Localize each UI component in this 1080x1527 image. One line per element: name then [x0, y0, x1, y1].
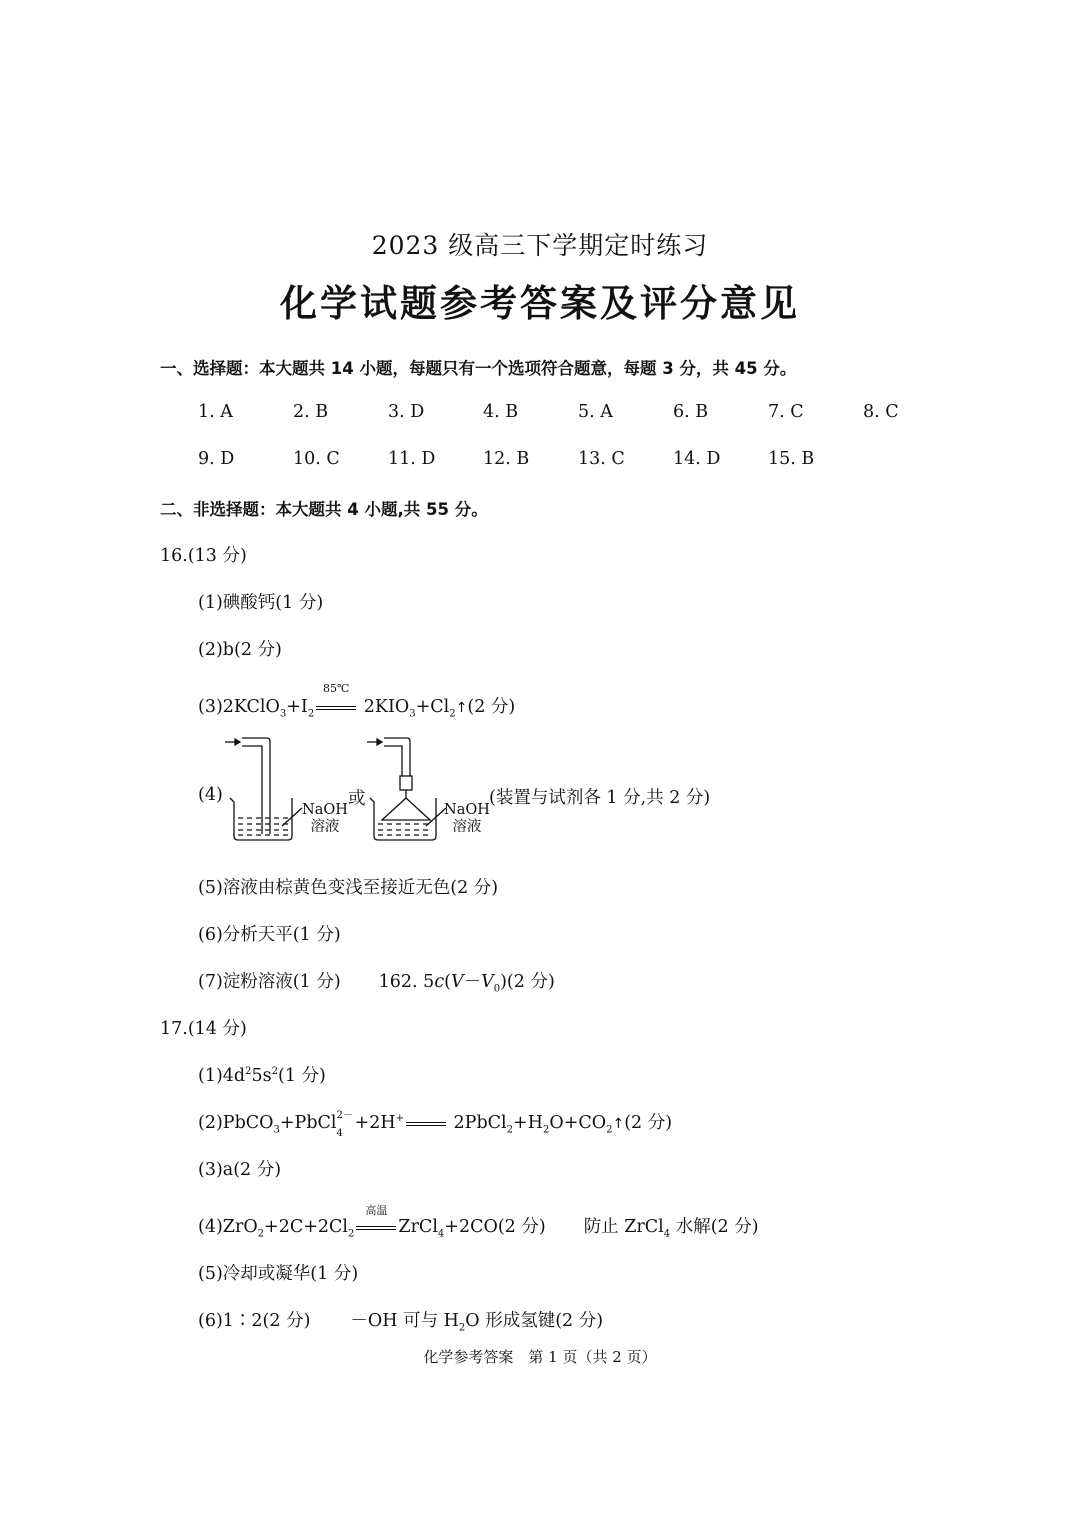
- answer-item: 10. C: [293, 449, 340, 469]
- answer-item: 4. B: [483, 402, 519, 422]
- equals-sign: [404, 1113, 448, 1133]
- q17-part-5: (5)冷却或凝华(1 分): [198, 1264, 359, 1284]
- q17-part-2-equation: (2)PbCO$_3$+PbCl 2－ 4 +2H+ $2PbCl_2+H_2O+CO_2↑(2$ 分): [198, 1110, 673, 1139]
- reaction-condition: 85℃: [314, 697, 358, 717]
- section-1-heading: 一、选择题：本大题共 14 小题，每题只有一个选项符合题意，每题 3 分，共 45 分。: [160, 359, 797, 378]
- q16-heading: 16.(13 分): [160, 546, 247, 566]
- q17-part-3: (3)a(2 分): [198, 1160, 282, 1180]
- q16-part-4-label: (4): [198, 785, 223, 805]
- answer-item: 1. A: [198, 402, 233, 422]
- answer-item: 6. B: [673, 402, 709, 422]
- page-title: 化学试题参考答案及评分意见: [280, 282, 800, 325]
- exam-subtitle: 2023 级高三下学期定时练习: [371, 231, 709, 260]
- q16-part-2: (2)b(2 分): [198, 640, 282, 660]
- q16-part-7: (7)淀粉溶液(1 分) 162. $5c(V-V_0)(2$ 分): [198, 972, 555, 995]
- answer-item: 11. D: [388, 449, 436, 469]
- answer-item: 13. C: [578, 449, 625, 469]
- answer-item: 5. A: [578, 402, 613, 422]
- answer-item: 7. C: [768, 402, 804, 422]
- q16-part-3-equation: $(3)2KClO_3+I_2$ 85℃ $2KIO_3+Cl_2↑(2$ 分): [198, 682, 516, 720]
- reaction-condition: 高温: [354, 1217, 398, 1237]
- or-connector: 或: [348, 789, 366, 809]
- q17-part-6: (6)1∶2(2 分) －OH 可与 $H_2O$ 形成氢键(2 分): [198, 1311, 604, 1334]
- gas-up-arrow-icon: ↑: [455, 700, 468, 716]
- answer-item: 12. B: [483, 449, 530, 469]
- q16-part-1: (1)碘酸钙(1 分): [198, 593, 324, 613]
- q17-part-1: $(1)4d^25s^2(1$ 分): [198, 1066, 326, 1086]
- q16-part-6: (6)分析天平(1 分): [198, 925, 341, 945]
- beaker-2-label: NaOH 溶液: [444, 802, 490, 835]
- answer-item: 15. B: [768, 449, 815, 469]
- section-2-heading: 二、非选择题：本大题共 4 小题,共 55 分。: [160, 500, 488, 519]
- page-footer: 化学参考答案 第 1 页（共 2 页）: [423, 1348, 657, 1366]
- answer-item: 2. B: [293, 402, 329, 422]
- q17-heading: 17.(14 分): [160, 1019, 247, 1039]
- answer-item: 9. D: [198, 449, 235, 469]
- q17-part-4-equation: $(4)ZrO_2+2C+2Cl_2$ 高温 ZrCl$_4$+2CO(2 分) 防止 ZrCl$_4$ 水解(2 分): [198, 1204, 759, 1240]
- answer-item: 3. D: [388, 402, 425, 422]
- beaker-straight-tube-icon: [225, 738, 302, 840]
- q16-part-4-note: (装置与试剂各 1 分,共 2 分): [489, 788, 711, 808]
- answer-item: 8. C: [863, 402, 899, 422]
- q16-part-5: (5)溶液由棕黄色变浅至接近无色(2 分): [198, 878, 499, 898]
- beaker-1-label: NaOH 溶液: [302, 802, 348, 835]
- beaker-inverted-funnel-icon: [367, 738, 446, 840]
- gas-up-arrow-icon: ↑: [612, 1116, 625, 1132]
- answer-item: 14. D: [673, 449, 721, 469]
